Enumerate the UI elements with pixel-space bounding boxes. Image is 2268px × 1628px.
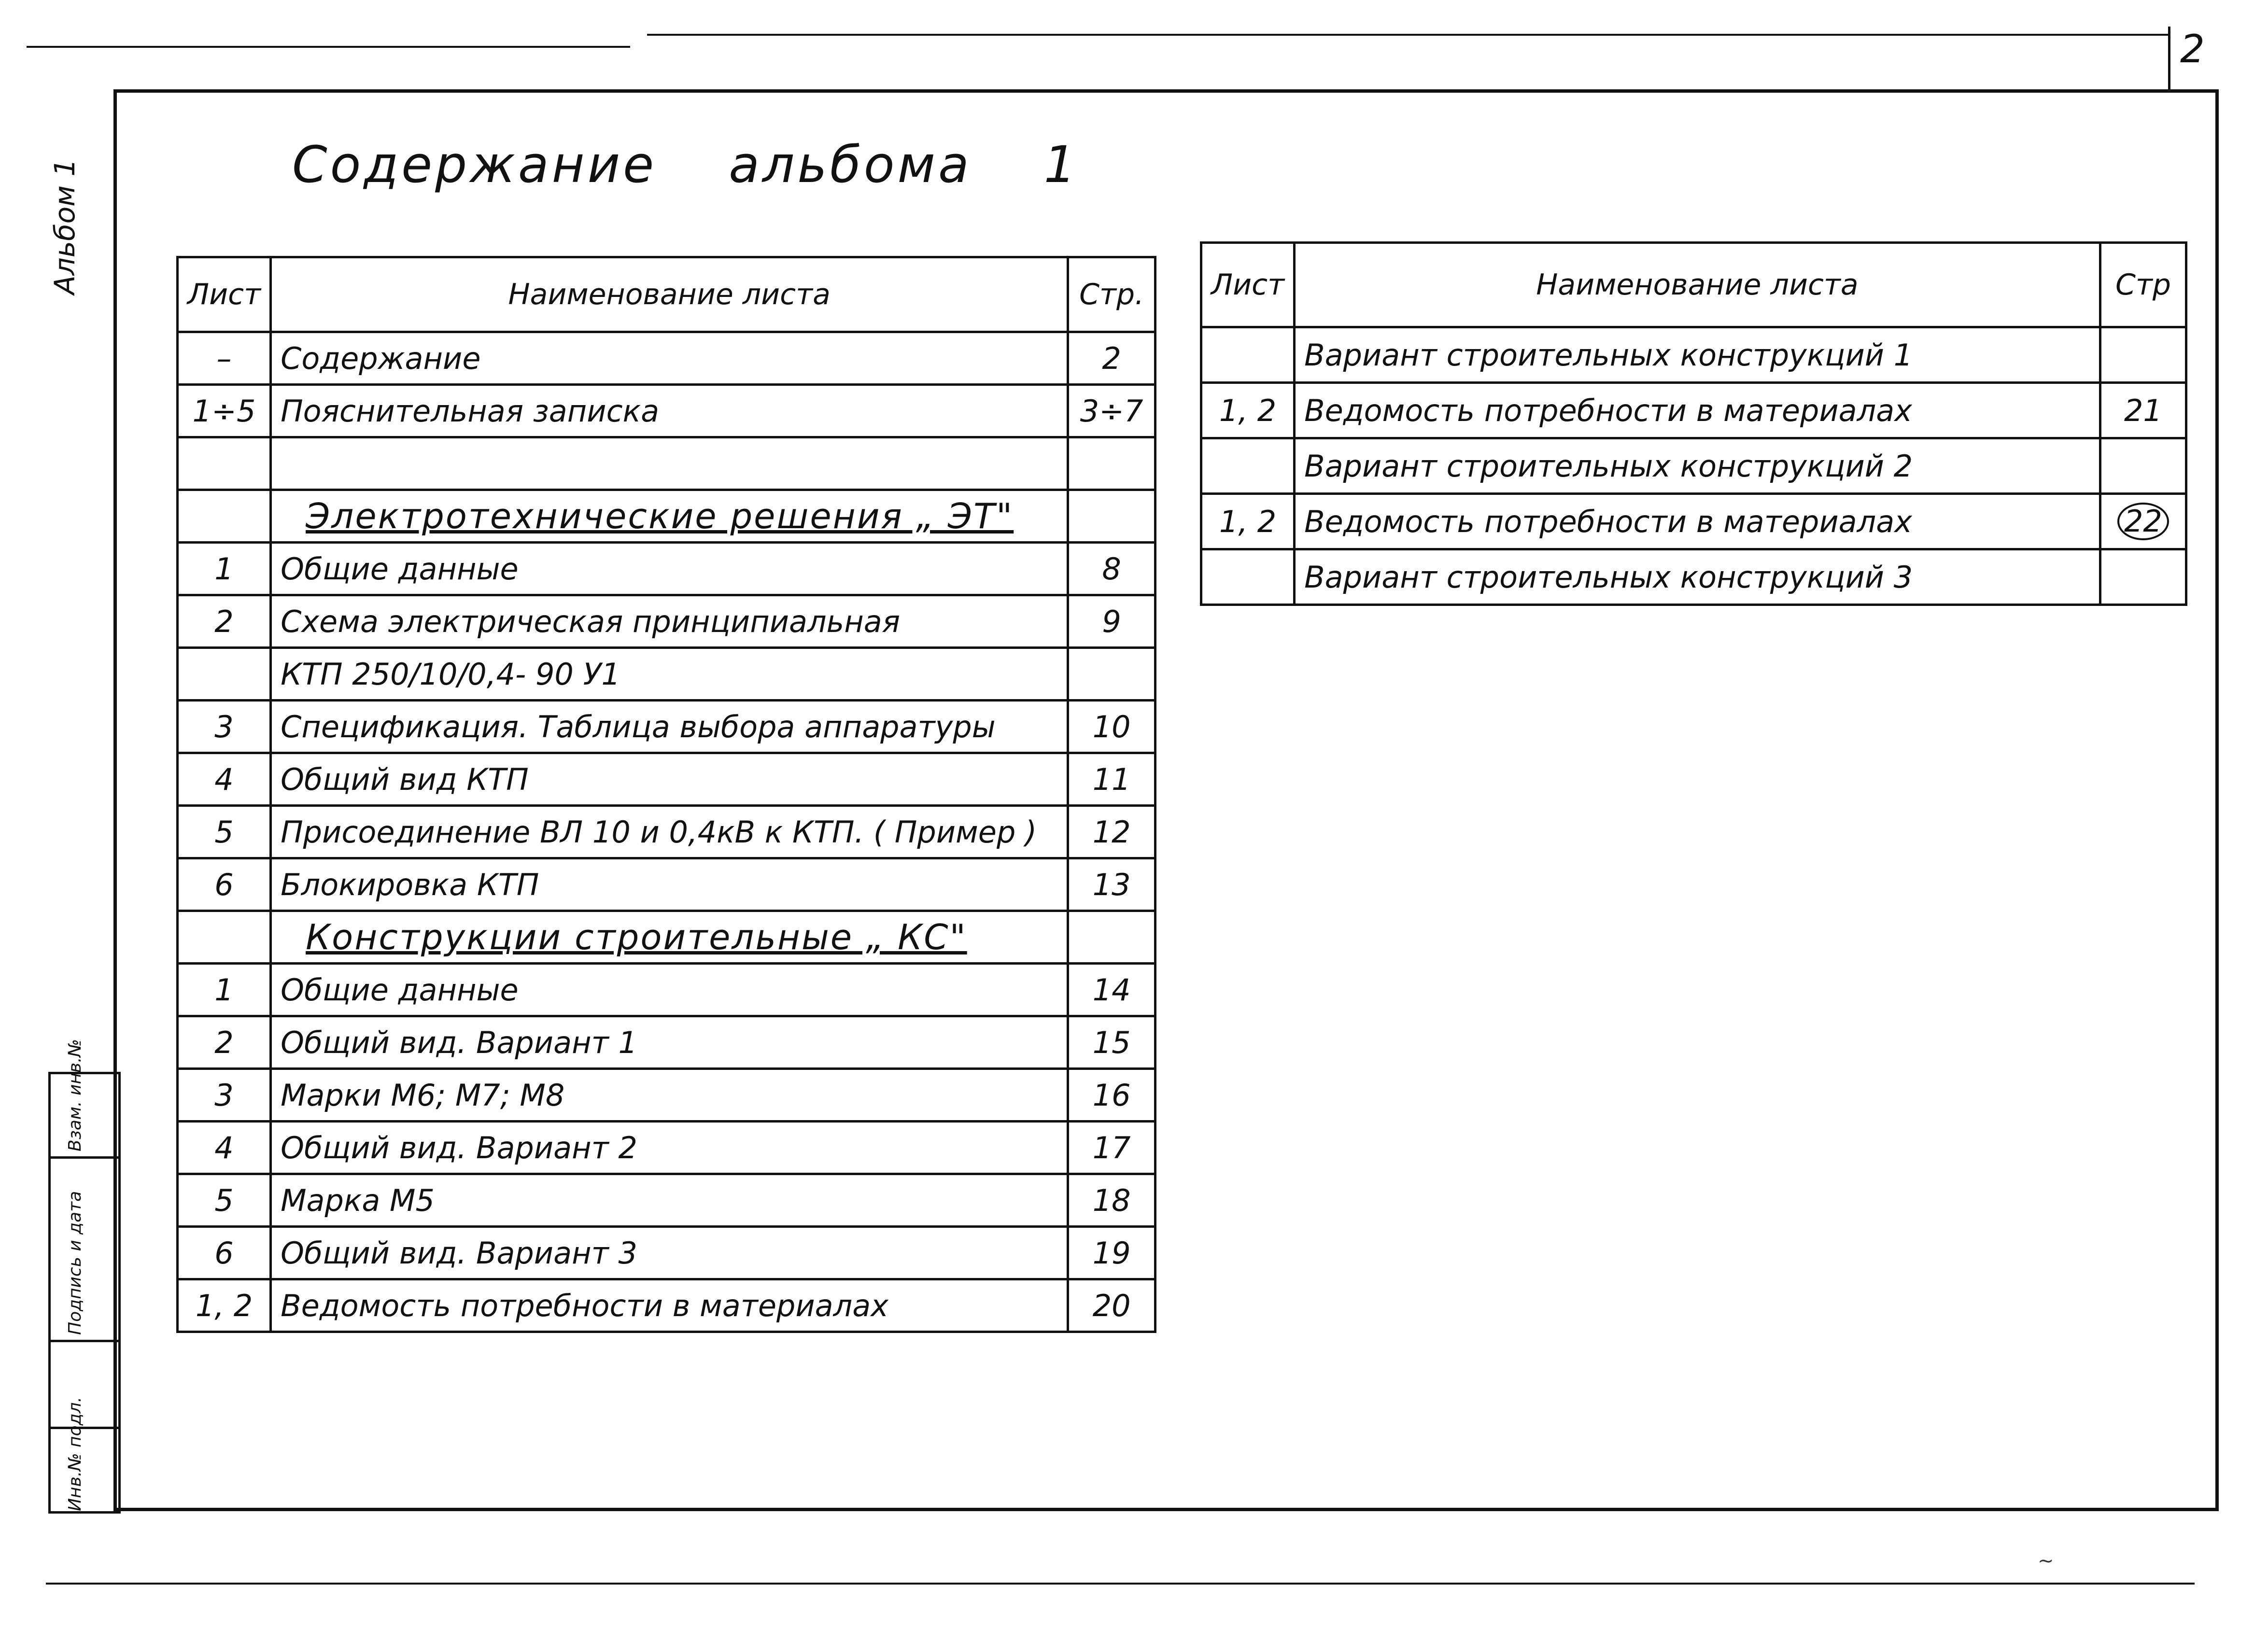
page-title xyxy=(292,135,1079,194)
cell-sheet: 4 xyxy=(178,753,271,806)
cell-sheet xyxy=(1201,438,1295,494)
table-row xyxy=(178,595,1155,648)
table-row xyxy=(1201,549,2186,605)
cell-section-title: Электротехнические решения „ ЭТ" xyxy=(271,490,1068,543)
stamp-cell-inv-dup xyxy=(51,1039,118,1159)
contents-table-left xyxy=(176,256,1156,1333)
cell-name: Блокировка КТП xyxy=(271,858,1068,911)
cell-page: 17 xyxy=(1068,1122,1155,1174)
cell-sheet xyxy=(178,490,271,543)
cell-page: 9 xyxy=(1068,595,1155,648)
cell-name: Ведомость потребности в материалах xyxy=(1295,383,2100,438)
cell-sheet: 1÷5 xyxy=(178,385,271,437)
cell-page: 10 xyxy=(1068,701,1155,753)
album-side-label: Альбом 1 xyxy=(48,158,81,295)
cell-page xyxy=(2100,494,2186,549)
margin-stamp xyxy=(48,1039,121,1514)
cell-sheet: 1 xyxy=(178,543,271,595)
table-row xyxy=(178,1227,1155,1279)
header-page: Стр xyxy=(2100,243,2186,327)
table-row xyxy=(178,385,1155,437)
header-sheet: Лист xyxy=(1201,243,1295,327)
sheet-number: 2 xyxy=(2180,27,2205,71)
cell-name: Содержание xyxy=(271,332,1068,385)
cell-page: 12 xyxy=(1068,806,1155,858)
title-part3: 1 xyxy=(1043,135,1079,194)
cell-page: 8 xyxy=(1068,543,1155,595)
cell-page: 21 xyxy=(2100,383,2186,438)
cell-name: Пояснительная записка xyxy=(271,385,1068,437)
title-part1: Содержание xyxy=(292,135,657,194)
cell-sheet: 1, 2 xyxy=(1201,383,1295,438)
table-row xyxy=(178,753,1155,806)
cell-name: Общие данные xyxy=(271,964,1068,1016)
cell-name: Ведомость потребности в материалах xyxy=(271,1279,1068,1332)
cell-name: Вариант строительных конструкций 2 xyxy=(1295,438,2100,494)
table-row xyxy=(178,1174,1155,1227)
cell-name: Общие данные xyxy=(271,543,1068,595)
cell-page: 18 xyxy=(1068,1174,1155,1227)
cell-page xyxy=(1068,437,1155,490)
cell-page xyxy=(1068,911,1155,964)
cell-page: 15 xyxy=(1068,1016,1155,1069)
cell-page xyxy=(2100,438,2186,494)
table-row xyxy=(178,1069,1155,1122)
stamp-cell-sign-date xyxy=(51,1156,118,1342)
cell-name: Общий вид КТП xyxy=(271,753,1068,806)
table-row xyxy=(178,964,1155,1016)
table-row xyxy=(178,332,1155,385)
table-row xyxy=(178,806,1155,858)
cell-name: Общий вид. Вариант 1 xyxy=(271,1016,1068,1069)
table-row xyxy=(1201,438,2186,494)
cell-page: 14 xyxy=(1068,964,1155,1016)
table-row xyxy=(178,490,1155,543)
cell-sheet: 6 xyxy=(178,1227,271,1279)
sheet-number-divider xyxy=(2168,27,2170,89)
cell-sheet: 2 xyxy=(178,595,271,648)
header-name: Наименование листа xyxy=(1295,243,2100,327)
cell-sheet: 3 xyxy=(178,1069,271,1122)
cell-name: Вариант строительных конструкций 3 xyxy=(1295,549,2100,605)
header-sheet: Лист xyxy=(178,257,271,332)
cell-name: Ведомость потребности в материалах xyxy=(1295,494,2100,549)
stamp-cell-inv-orig xyxy=(51,1397,118,1514)
cell-page xyxy=(1068,490,1155,543)
cell-sheet xyxy=(1201,549,1295,605)
cell-page xyxy=(2100,549,2186,605)
header-page: Стр. xyxy=(1068,257,1155,332)
cell-sheet: 2 xyxy=(178,1016,271,1069)
top-rule-left xyxy=(27,46,630,48)
header-name: Наименование листа xyxy=(271,257,1068,332)
cell-sheet: 5 xyxy=(178,1174,271,1227)
table-row xyxy=(178,1122,1155,1174)
cell-sheet: 5 xyxy=(178,806,271,858)
cell-sheet: 3 xyxy=(178,701,271,753)
table-row xyxy=(178,1016,1155,1069)
stamp-sign-date: Подпись и дата xyxy=(65,1191,85,1335)
title-part2: альбома xyxy=(729,135,972,194)
table-row xyxy=(178,543,1155,595)
cell-page xyxy=(1068,648,1155,701)
table-row xyxy=(1201,494,2186,549)
contents-table-right xyxy=(1200,241,2187,606)
table-row xyxy=(178,701,1155,753)
cell-sheet xyxy=(178,911,271,964)
cell-section-title: Конструкции строительные „ КС" xyxy=(271,911,1068,964)
stamp-inv-dup: Взам. инв.№ xyxy=(65,1039,85,1151)
cell-page: 13 xyxy=(1068,858,1155,911)
table-header-row xyxy=(178,257,1155,332)
cell-name: Марка М5 xyxy=(271,1174,1068,1227)
stamp-inv-orig: Инв.№ подл. xyxy=(65,1397,85,1511)
cell-sheet: 1, 2 xyxy=(1201,494,1295,549)
cell-name: Схема электрическая принципиальная xyxy=(271,595,1068,648)
cell-name: Присоединение ВЛ 10 и 0,4кВ к КТП. ( Пример ) xyxy=(271,806,1068,858)
table-row xyxy=(1201,327,2186,383)
cell-name: Общий вид. Вариант 2 xyxy=(271,1122,1068,1174)
cell-page xyxy=(2100,327,2186,383)
circled-page-number: 22 xyxy=(2117,503,2169,540)
cell-sheet: 4 xyxy=(178,1122,271,1174)
cell-sheet xyxy=(178,437,271,490)
footer-mark: ~ xyxy=(2038,1550,2054,1572)
cell-page: 3÷7 xyxy=(1068,385,1155,437)
cell-sheet: 1 xyxy=(178,964,271,1016)
cell-page: 11 xyxy=(1068,753,1155,806)
cell-page: 19 xyxy=(1068,1227,1155,1279)
bottom-rule xyxy=(46,1583,2195,1585)
cell-name xyxy=(271,437,1068,490)
cell-name: Вариант строительных конструкций 1 xyxy=(1295,327,2100,383)
cell-name: Спецификация. Таблица выбора аппаратуры xyxy=(271,701,1068,753)
table-row xyxy=(178,911,1155,964)
table-row xyxy=(178,648,1155,701)
cell-page: 2 xyxy=(1068,332,1155,385)
cell-page: 20 xyxy=(1068,1279,1155,1332)
table-row xyxy=(178,1279,1155,1332)
cell-sheet xyxy=(178,648,271,701)
cell-sheet: 1, 2 xyxy=(178,1279,271,1332)
table-row xyxy=(178,858,1155,911)
cell-name: Марки М6; М7; М8 xyxy=(271,1069,1068,1122)
table-header-row xyxy=(1201,243,2186,327)
cell-sheet: 6 xyxy=(178,858,271,911)
cell-page: 16 xyxy=(1068,1069,1155,1122)
table-row xyxy=(178,437,1155,490)
cell-name: Общий вид. Вариант 3 xyxy=(271,1227,1068,1279)
table-row xyxy=(1201,383,2186,438)
top-rule-right xyxy=(647,34,2168,36)
cell-sheet xyxy=(1201,327,1295,383)
cell-sheet: – xyxy=(178,332,271,385)
cell-name: КТП 250/10/0,4- 90 У1 xyxy=(271,648,1068,701)
